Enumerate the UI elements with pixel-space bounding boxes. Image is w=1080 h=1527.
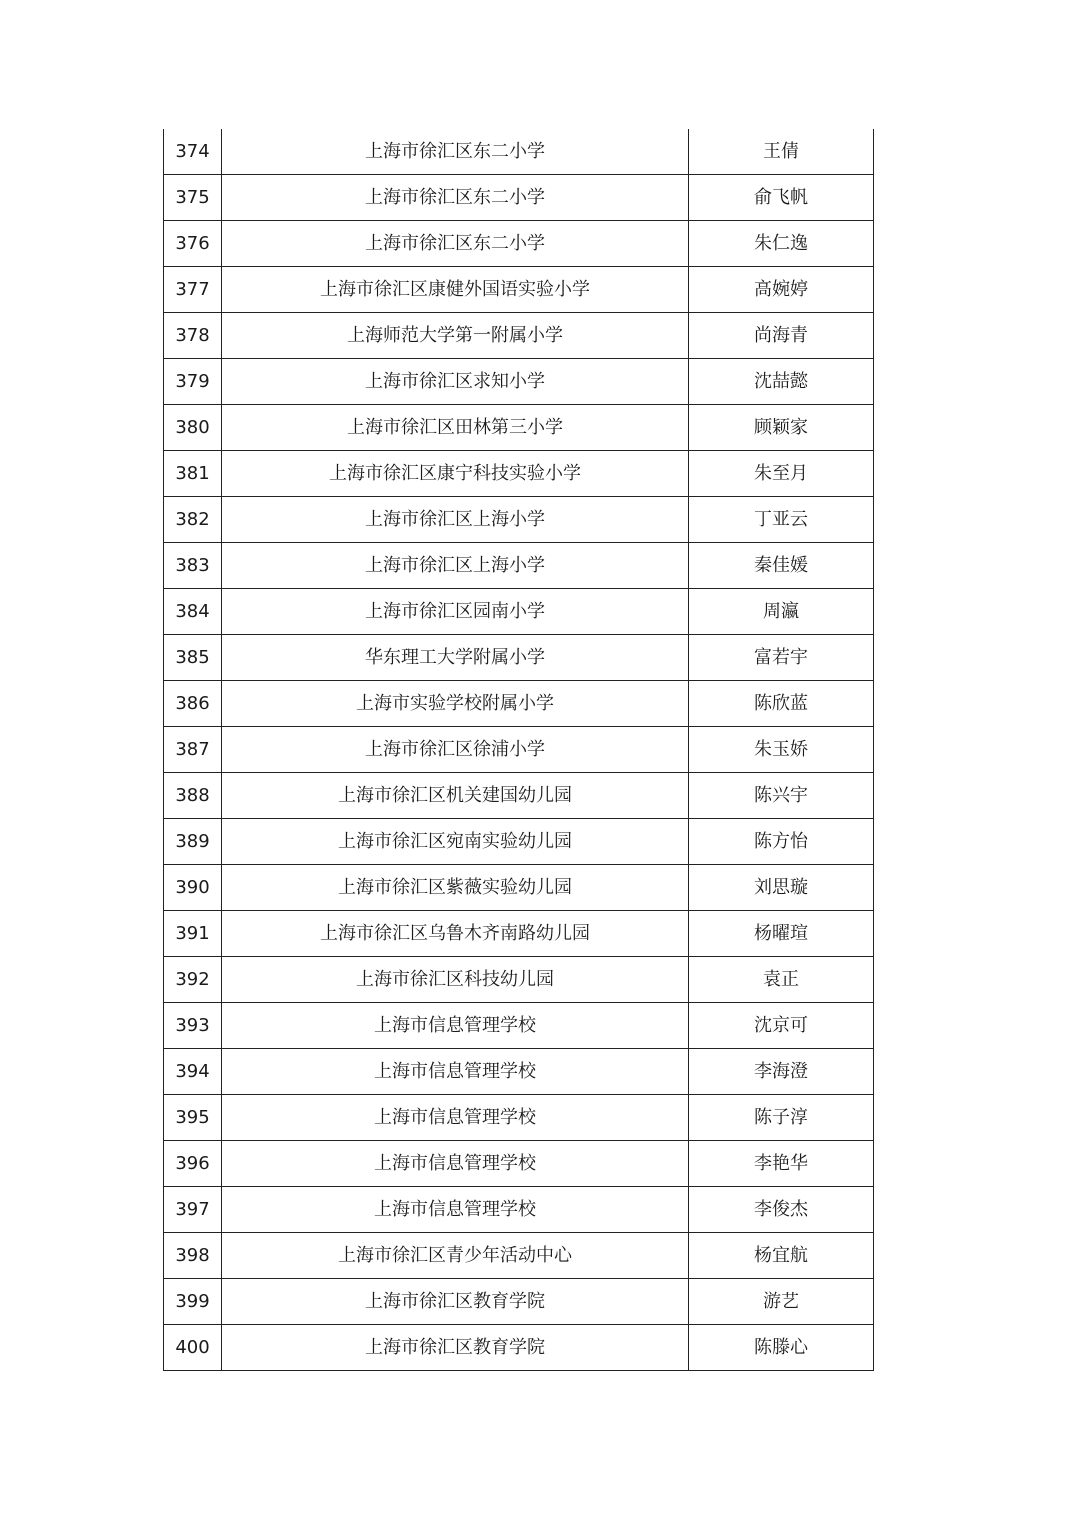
- person-name-cell: 周瀛: [689, 589, 874, 635]
- table-row: [164, 1141, 874, 1187]
- school-name-cell: 上海市徐汇区科技幼儿园: [222, 957, 689, 1003]
- school-name-cell: 上海师范大学第一附属小学: [222, 313, 689, 359]
- table-row: [164, 313, 874, 359]
- school-name-cell: 上海市徐汇区紫薇实验幼儿园: [222, 865, 689, 911]
- school-name-cell: 上海市徐汇区康健外国语实验小学: [222, 267, 689, 313]
- person-name-cell: 陈方怡: [689, 819, 874, 865]
- table-row: [164, 129, 874, 175]
- school-name-cell: 上海市徐汇区青少年活动中心: [222, 1233, 689, 1279]
- person-name-cell: 高婉婷: [689, 267, 874, 313]
- row-number-cell: 394: [164, 1049, 222, 1095]
- person-name-cell: 李艳华: [689, 1141, 874, 1187]
- person-name-cell: 陈子淳: [689, 1095, 874, 1141]
- table-row: [164, 543, 874, 589]
- table-row: [164, 911, 874, 957]
- school-name-cell: 上海市徐汇区田林第三小学: [222, 405, 689, 451]
- table-row: [164, 497, 874, 543]
- table-row: [164, 1279, 874, 1325]
- roster-table: [163, 129, 874, 1371]
- row-number-cell: 388: [164, 773, 222, 819]
- person-name-cell: 沈喆懿: [689, 359, 874, 405]
- school-name-cell: 上海市徐汇区康宁科技实验小学: [222, 451, 689, 497]
- person-name-cell: 刘思璇: [689, 865, 874, 911]
- table-row: [164, 175, 874, 221]
- school-name-cell: 上海市徐汇区机关建国幼儿园: [222, 773, 689, 819]
- table-row: [164, 359, 874, 405]
- row-number-cell: 377: [164, 267, 222, 313]
- school-name-cell: 上海市徐汇区东二小学: [222, 175, 689, 221]
- row-number-cell: 398: [164, 1233, 222, 1279]
- roster-table-body: [164, 129, 874, 1371]
- table-row: [164, 1187, 874, 1233]
- table-row: [164, 1233, 874, 1279]
- row-number-cell: 389: [164, 819, 222, 865]
- person-name-cell: 陈滕心: [689, 1325, 874, 1371]
- person-name-cell: 王倩: [689, 129, 874, 175]
- table-row: [164, 1049, 874, 1095]
- row-number-cell: 391: [164, 911, 222, 957]
- table-row: [164, 221, 874, 267]
- person-name-cell: 秦佳媛: [689, 543, 874, 589]
- person-name-cell: 沈京可: [689, 1003, 874, 1049]
- school-name-cell: 华东理工大学附属小学: [222, 635, 689, 681]
- table-row: [164, 635, 874, 681]
- table-row: [164, 1003, 874, 1049]
- table-row: [164, 1325, 874, 1371]
- school-name-cell: 上海市徐汇区园南小学: [222, 589, 689, 635]
- person-name-cell: 李俊杰: [689, 1187, 874, 1233]
- row-number-cell: 379: [164, 359, 222, 405]
- person-name-cell: 朱至月: [689, 451, 874, 497]
- school-name-cell: 上海市信息管理学校: [222, 1141, 689, 1187]
- person-name-cell: 丁亚云: [689, 497, 874, 543]
- person-name-cell: 陈兴宇: [689, 773, 874, 819]
- row-number-cell: 399: [164, 1279, 222, 1325]
- row-number-cell: 395: [164, 1095, 222, 1141]
- table-row: [164, 589, 874, 635]
- row-number-cell: 393: [164, 1003, 222, 1049]
- school-name-cell: 上海市徐汇区教育学院: [222, 1325, 689, 1371]
- school-name-cell: 上海市徐汇区宛南实验幼儿园: [222, 819, 689, 865]
- person-name-cell: 陈欣蓝: [689, 681, 874, 727]
- table-row: [164, 773, 874, 819]
- school-name-cell: 上海市徐汇区东二小学: [222, 221, 689, 267]
- row-number-cell: 392: [164, 957, 222, 1003]
- person-name-cell: 游艺: [689, 1279, 874, 1325]
- row-number-cell: 387: [164, 727, 222, 773]
- row-number-cell: 378: [164, 313, 222, 359]
- school-name-cell: 上海市信息管理学校: [222, 1187, 689, 1233]
- person-name-cell: 朱仁逸: [689, 221, 874, 267]
- table-row: [164, 267, 874, 313]
- row-number-cell: 386: [164, 681, 222, 727]
- row-number-cell: 376: [164, 221, 222, 267]
- row-number-cell: 381: [164, 451, 222, 497]
- table-row: [164, 819, 874, 865]
- row-number-cell: 382: [164, 497, 222, 543]
- school-name-cell: 上海市徐汇区求知小学: [222, 359, 689, 405]
- school-name-cell: 上海市徐汇区东二小学: [222, 129, 689, 175]
- table-row: [164, 727, 874, 773]
- person-name-cell: 尚海青: [689, 313, 874, 359]
- row-number-cell: 383: [164, 543, 222, 589]
- school-name-cell: 上海市信息管理学校: [222, 1049, 689, 1095]
- person-name-cell: 杨曜瑄: [689, 911, 874, 957]
- school-name-cell: 上海市实验学校附属小学: [222, 681, 689, 727]
- person-name-cell: 袁正: [689, 957, 874, 1003]
- row-number-cell: 384: [164, 589, 222, 635]
- table-row: [164, 451, 874, 497]
- table-row: [164, 681, 874, 727]
- table-row: [164, 405, 874, 451]
- school-name-cell: 上海市徐汇区教育学院: [222, 1279, 689, 1325]
- person-name-cell: 杨宜航: [689, 1233, 874, 1279]
- row-number-cell: 397: [164, 1187, 222, 1233]
- row-number-cell: 400: [164, 1325, 222, 1371]
- school-name-cell: 上海市徐汇区徐浦小学: [222, 727, 689, 773]
- school-name-cell: 上海市信息管理学校: [222, 1095, 689, 1141]
- row-number-cell: 396: [164, 1141, 222, 1187]
- school-name-cell: 上海市徐汇区上海小学: [222, 543, 689, 589]
- table-row: [164, 1095, 874, 1141]
- table-row: [164, 957, 874, 1003]
- person-name-cell: 顾颖家: [689, 405, 874, 451]
- person-name-cell: 富若宇: [689, 635, 874, 681]
- row-number-cell: 380: [164, 405, 222, 451]
- row-number-cell: 385: [164, 635, 222, 681]
- school-name-cell: 上海市徐汇区乌鲁木齐南路幼儿园: [222, 911, 689, 957]
- row-number-cell: 374: [164, 129, 222, 175]
- row-number-cell: 375: [164, 175, 222, 221]
- table-row: [164, 865, 874, 911]
- school-name-cell: 上海市信息管理学校: [222, 1003, 689, 1049]
- row-number-cell: 390: [164, 865, 222, 911]
- person-name-cell: 俞飞帆: [689, 175, 874, 221]
- school-name-cell: 上海市徐汇区上海小学: [222, 497, 689, 543]
- person-name-cell: 朱玉娇: [689, 727, 874, 773]
- person-name-cell: 李海澄: [689, 1049, 874, 1095]
